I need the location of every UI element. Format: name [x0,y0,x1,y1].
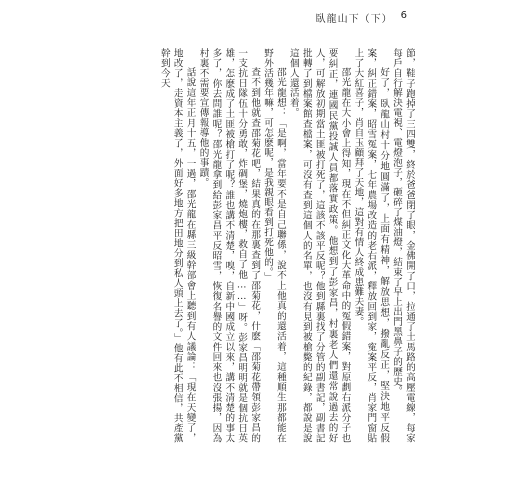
paragraph: 邵光龍在大小會上得知，現在不但糾正文化大革命中的冤假錯案，對原劃右派分子也要糾正，連國民黨投誠人員都落實政策。他想到了彭家昌，村裏老人們還常說過去的好人，可解放初期當土匪被打死了，這該不該平反呢？他到縣裏找了分管的副書記，副書記批轉了到檔案館查檔案，可沒有查到這個人的名單，也沒有見到被槍斃的紀錄，都說是說這個人還活着。 [287,48,351,443]
running-title: 臥龍山下（下） [315,14,393,25]
paragraph: 節，鞋子跑掉了三四雙，終於爸爸閉了眼，金佛開了口，拉通了土馬路的高壓電線，每家每戶自行解決電視、電燈泡子，砸碎了煤油燈，結束了早上出門黑鼻子的歷史。 [391,48,415,443]
vertical-text-body [108,48,415,443]
page-number: 6 [400,10,408,21]
paragraph: 話說這年正月十五，一過，邵光龍在縣三級幹部會上聽到有人議論：「現在天變了，地改了，走資本主義了，外面好多地方把田地分到私人頭上去了。」他有此不相信，共產黨幹到今天 [158,48,196,443]
paragraph: 查不到他就查邵菊花吧，結果真的在那裏查到了邵菊花，什麽「邵菊花帶領彭家昌的一支抗日隊伍十分勇敢，炸碉堡，燒炮樓，救自了他……」呀。彭家昌明明就是個抗日英雄，怎麽成了土匪被槍打了呢？誰也講不清楚，嗅，自新中國成立以來，講不清楚的事太多了，你去問誰呢？邵光龍拿到給彭家昌平反昭雪，恢復名譽的文件回來也沒張揚，因為村裏不需要宣傳報導他的事蹟。 [197,48,261,443]
running-header [316,10,408,25]
paragraph: 邵光龍想：「是啊，當年要不是自己聯係，說不上他真的還活着，這種順生那都能在野外活幾年嘛，可怎麽呢，是我親眼看到打死他的。」 [262,48,286,443]
paragraph: 好了，臥龍山村十分地圓滿了，上面有精神，解放思想，撥亂反正，堅決地平反假案，糾正錯案，昭雪冤案，七年農場改造的老右派，釋放回到家，寃案平反，肖家門窗貼上了大紅喜子，肖自玉顧拜了天地，這對有情人終成患難夫妻。 [352,48,390,443]
